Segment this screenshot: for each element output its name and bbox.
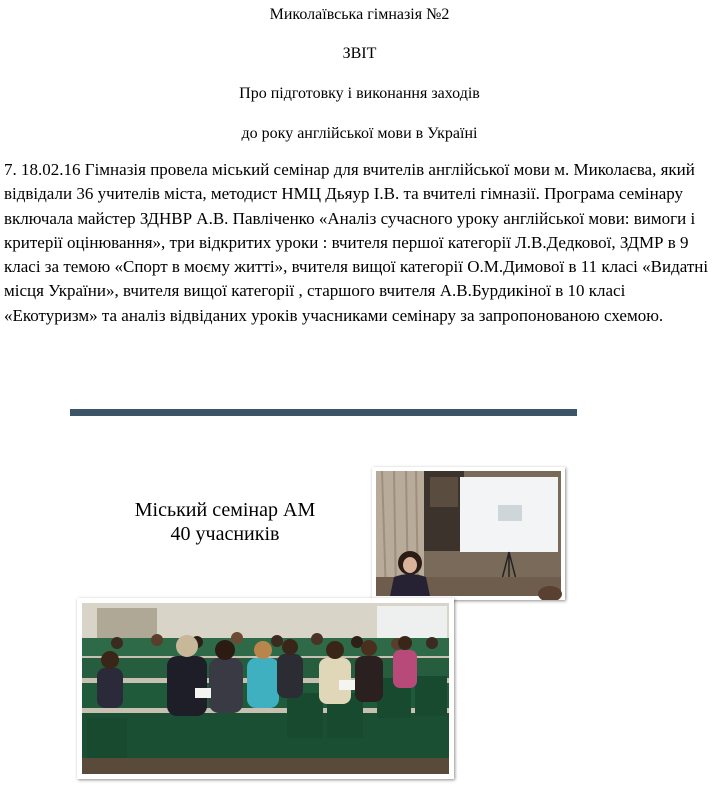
photo-caption <box>110 498 340 546</box>
caption-line2: 40 учасників <box>170 523 280 545</box>
section-divider <box>70 409 577 416</box>
caption-line1: Міський семінар АМ <box>134 499 316 521</box>
report-paragraph: 7. 18.02.16 Гімназія провела міський семінар для вчителів англійської мови м. Миколаєва, який відвідали 36 учителів міста, методист НМЦ Дьяур І.В. та вчителі гімназії. Програма семінару включала майстер ЗДНВР А.В. Павліченко «Аналіз сучасного уроку англійської мови: вимоги і критерії оцінювання», три відкритих уроки : вчителя першої категорії Л.В.Дедкової, ЗДМР в 9 класі за темою «Спорт в моєму житті», вчителя вищої категорії О.М.Димової в 11 класі «Видатні місця України», вчителя вищої категорії , старшого вчителя А.В.Бурдикіної в 10 класі «Екотуризм» та аналіз відвіданих уроків учасниками семінару за запропонованою схемою. <box>4 160 709 325</box>
report-subtitle-line2: до року англійської мови в Україні <box>241 125 478 142</box>
audience-photo <box>77 598 454 779</box>
report-subtitle-line1: Про підготовку і виконання заходів <box>239 85 480 102</box>
report-title: ЗВІТ <box>342 45 377 62</box>
presentation-photo-image <box>372 467 565 600</box>
audience-photo-image <box>77 598 454 779</box>
school-name: Миколаївська гімназія №2 <box>269 6 450 23</box>
presentation-photo <box>372 467 565 600</box>
